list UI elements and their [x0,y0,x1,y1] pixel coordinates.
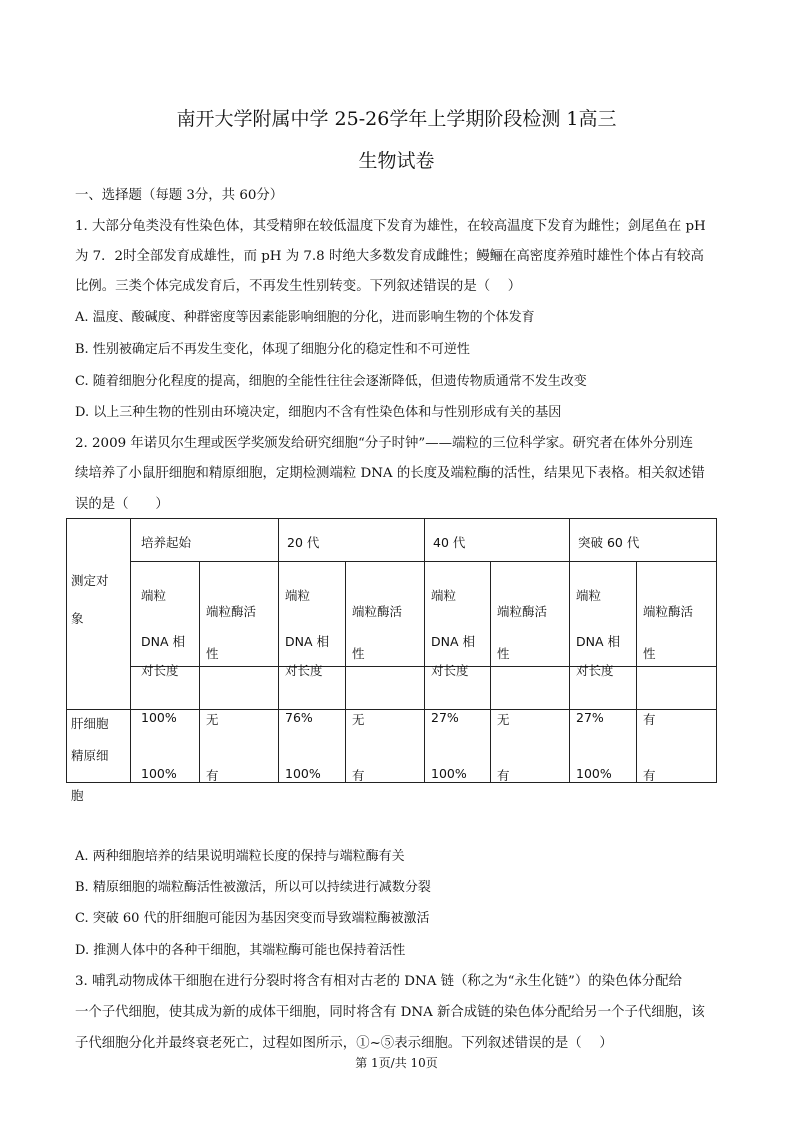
q1-option-a: A. 温度、酸碱度、种群密度等因素能影响细胞的分化，进而影响生物的个体发育 [75,310,535,325]
section-heading: 一、选择题（每题 3分，共 60分） [75,188,284,203]
title-line-1: 南开大学附属中学 25-26学年上学期阶段检测 1高三 [176,108,617,130]
sub-length-3: 端粒 DNA 相 [425,562,491,667]
sub-length-1: 端粒 DNA 相 [131,562,200,667]
q3-line-3: 子代细胞分化并最终衰老死亡，过程如图所示，①~⑤表示细胞。下列叙述错误的是（ ） [75,1036,613,1051]
group-header-start: 培养起始 [131,519,279,562]
q1-line-2: 为 7．2时全部发育成雄性，而 pH 为 7.8 时绝大多数发育成雌性；鳗鲡在高密度养殖时雄性个体占有较高 [75,249,704,264]
liver-start-length: 100% [141,710,177,725]
sub-length-4: 端粒 DNA 相 [570,562,637,667]
q2-line-2: 续培养了小鼠肝细胞和精原细胞，定期检测端粒 DNA 的长度及端粒酶的活性，结果见下表格。相关叙述错 [75,466,705,481]
telomere-table [66,518,717,803]
q2-option-b: B. 精原细胞的端粒酶活性被激活，所以可以持续进行减数分裂 [75,880,431,895]
q2-option-a: A. 两种细胞培养的结果说明端粒长度的保持与端粒酶有关 [75,849,405,864]
sub-activity-1: 端粒酶活 性 [200,562,279,667]
sub-activity-3: 端粒酶活 性 [491,562,570,667]
row-name-liver: 肝细胞 [71,716,109,731]
row-name-sperm-line-1: 精原细 [71,748,109,763]
q2-option-c: C. 突破 60 代的肝细胞可能因为基因突变而导致端粒酶被激活 [75,911,430,926]
q1-option-d: D. 以上三种生物的性别由环境决定，细胞内不含有性染色体和与性别形成有关的基因 [75,405,562,420]
row-name-sperm-line-2: 胞 [71,788,84,803]
q1-line-1: 1. 大部分龟类没有性染色体，其受精卵在较低温度下发育为雄性，在较高温度下发育为雌性；剑尾鱼在 pH [75,219,706,234]
liver-20-length: 76% [285,710,313,725]
sub-length-4-line-3: 对长度 [576,663,614,678]
page-footer: 第 1页/共 10页 [355,1056,438,1070]
sub-length-2: 端粒 DNA 相 [279,562,346,667]
row-header-line-2: 象 [71,611,84,626]
liver-40-length: 27% [431,710,459,725]
group-header-60: 突破 60 代 [570,519,717,562]
sub-activity-2: 端粒酶活 性 [346,562,425,667]
liver-60-activity: 有 [643,712,656,727]
q2-line-1: 2. 2009 年诺贝尔生理或医学奖颁发给研究细胞“分子时钟”——端粒的三位科学家。研究者在体外分别连 [75,436,694,451]
group-header-20: 20 代 [279,519,425,562]
sperm-start-length: 100% [141,766,177,781]
sperm-60-activity: 有 [643,768,656,783]
sperm-40-length: 100% [431,766,467,781]
sperm-start-activity: 有 [206,768,219,783]
q2-line-3: 误的是（ ） [75,497,169,512]
sub-length-1-line-3: 对长度 [141,663,179,678]
q1-option-c: C. 随着细胞分化程度的提高，细胞的全能性往往会逐渐降低，但遗传物质通常不发生改变 [75,374,587,389]
row-names-cell [67,710,131,803]
liver-60-length: 27% [576,710,604,725]
q3-line-2: 一个子代细胞，使其成为新的成体干细胞，同时将含有 DNA 新合成链的染色体分配给另一个子代细胞，该 [75,1005,705,1020]
q2-option-d: D. 推测人体中的各种干细胞，其端粒酶可能也保持着活性 [75,943,406,958]
q3-line-1: 3. 哺乳动物成体干细胞在进行分裂时将含有相对古老的 DNA 链（称之为“永生化链”）的染色体分配给 [75,974,682,989]
row-header-cell [67,519,131,710]
liver-20-activity: 无 [352,712,365,727]
sub-length-2-line-3: 对长度 [285,663,323,678]
sub-length-3-line-3: 对长度 [431,663,469,678]
title-line-2: 生物试卷 [358,150,435,172]
liver-40-activity: 无 [497,712,510,727]
sperm-20-length: 100% [285,766,321,781]
q1-line-3: 比例。三类个体完成发育后，不再发生性别转变。下列叙述错误的是（ ） [75,279,522,294]
liver-start-activity: 无 [206,712,219,727]
row-header-line-1: 测定对 [71,573,109,588]
sperm-20-activity: 有 [352,768,365,783]
q1-option-b: B. 性别被确定后不再发生变化，体现了细胞分化的稳定性和不可逆性 [75,342,470,357]
sperm-40-activity: 有 [497,768,510,783]
sub-activity-4: 端粒酶活 性 [637,562,717,667]
sperm-60-length: 100% [576,766,612,781]
group-header-40: 40 代 [425,519,570,562]
